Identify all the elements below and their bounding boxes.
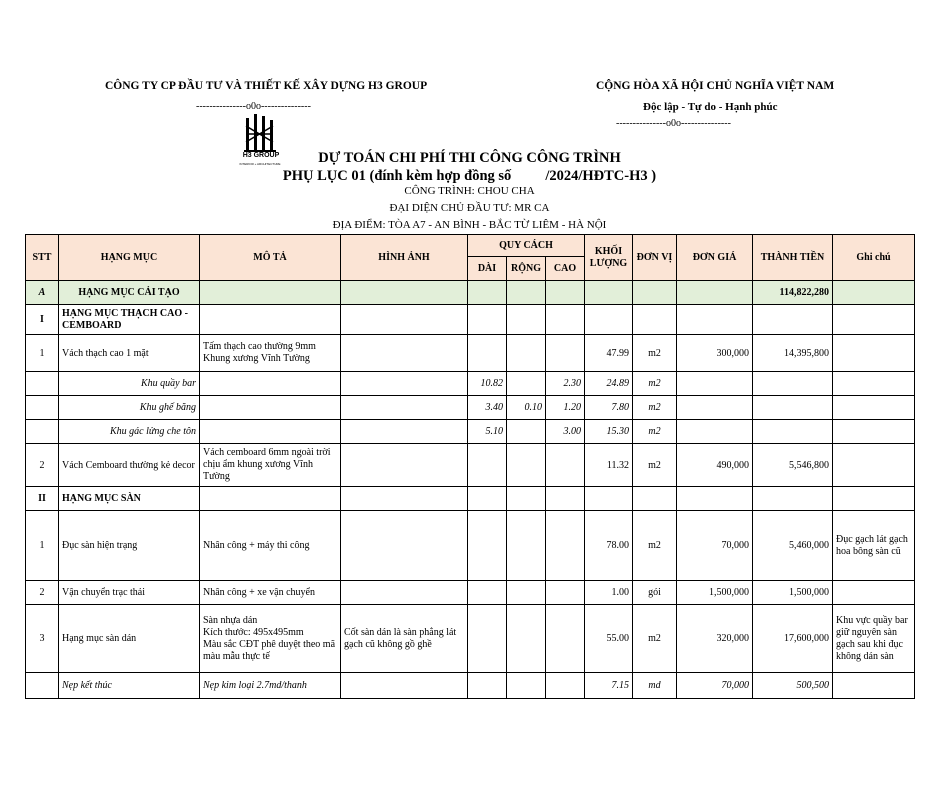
cell-stt: 1 [26, 511, 59, 581]
header-dai: DÀI [468, 257, 507, 281]
cell-name: Hạng mục sàn dán [59, 605, 200, 673]
group-row [26, 487, 915, 511]
cell-stt: 2 [26, 581, 59, 605]
cell-desc: Nẹp kim loại 2.7md/thanh [200, 673, 341, 699]
cell-tt: 1,500,000 [753, 581, 833, 605]
cell-stt: A [26, 281, 59, 305]
cell-dv: md [633, 673, 677, 699]
cell-kl: 78.00 [585, 511, 633, 581]
cell-dv: gói [633, 581, 677, 605]
sub-row [26, 420, 915, 444]
header-hinh-anh: HÌNH ẢNH [341, 235, 468, 281]
sub-row [26, 372, 915, 396]
cell-name: Vách Cemboard thường kẻ decor [59, 444, 200, 487]
header-cao: CAO [546, 257, 585, 281]
document-title: DỰ TOÁN CHI PHÍ THI CÔNG CÔNG TRÌNH [318, 150, 621, 166]
desc-line: Vách cemboard 6mm ngoài trời [203, 447, 331, 458]
cell-tt: 500,500 [753, 673, 833, 699]
investor-name: ĐẠI DIỆN CHỦ ĐẦU TƯ: MR CA [389, 202, 550, 214]
cell-name: Vận chuyển trạc thải [59, 581, 200, 605]
cell-dai: 3.40 [468, 396, 507, 420]
cell-name: Khu quầy bar [59, 372, 200, 396]
cell-tt: 17,600,000 [753, 605, 833, 673]
table-row [26, 335, 915, 372]
cell-kl: 24.89 [585, 372, 633, 396]
header-rong: RỘNG [507, 257, 546, 281]
cell-desc [200, 335, 341, 372]
cost-estimate-table [25, 234, 915, 699]
cell-rong: 0.10 [507, 396, 546, 420]
cell-kl: 7.15 [585, 673, 633, 699]
cell-name: HẠNG MỤC CẢI TẠO [59, 281, 200, 305]
section-row [26, 281, 915, 305]
cell-name: Đục sàn hiện trạng [59, 511, 200, 581]
cell-kl: 15.30 [585, 420, 633, 444]
nation-separator: ---------------o0o--------------- [616, 118, 731, 129]
desc-line: Tấm thạch cao thường 9mm [203, 341, 316, 352]
cell-name: HẠNG MỤC SÀN [59, 487, 200, 511]
header-thanh-tien: THÀNH TIỀN [753, 235, 833, 281]
header-quy-cach: QUY CÁCH [468, 235, 585, 257]
cell-dv: m2 [633, 372, 677, 396]
cell-kl: 1.00 [585, 581, 633, 605]
cell-tt: 5,460,000 [753, 511, 833, 581]
cell-dg: 300,000 [677, 335, 753, 372]
cell-kl: 47.99 [585, 335, 633, 372]
table-row [26, 511, 915, 581]
motto: Độc lập - Tự do - Hạnh phúc [643, 101, 778, 113]
cell-total: 114,822,280 [753, 281, 833, 305]
cell-tt: 5,546,800 [753, 444, 833, 487]
table-row [26, 605, 915, 673]
group-row [26, 305, 915, 335]
project-location: ĐỊA ĐIỂM: TÒA A7 - AN BÌNH - BẮC TỪ LIÊM - HÀ NỘI [332, 219, 607, 231]
cell-name: Nẹp kết thúc [59, 673, 200, 699]
cell-dv: m2 [633, 396, 677, 420]
cell-dv: m2 [633, 335, 677, 372]
header-don-vi: ĐƠN VỊ [633, 235, 677, 281]
header-hang-muc: HẠNG MỤC [59, 235, 200, 281]
cell-desc [200, 605, 341, 673]
appendix-title-part1: PHỤ LỤC 01 (đính kèm hợp đồng số [282, 168, 512, 184]
cell-note: Khu vực quầy bar giữ nguyên sàn gạch sau khi đục không dán sàn [833, 605, 915, 673]
cell-cao: 1.20 [546, 396, 585, 420]
cell-tt: 14,395,800 [753, 335, 833, 372]
cell-dv: m2 [633, 444, 677, 487]
cell-kl: 7.80 [585, 396, 633, 420]
cell-kl: 11.32 [585, 444, 633, 487]
header-khoi-luong: KHỐI LƯỢNG [585, 235, 633, 281]
header-don-gia: ĐƠN GIÁ [677, 235, 753, 281]
cell-dv: m2 [633, 605, 677, 673]
cell-dai: 10.82 [468, 372, 507, 396]
cell-dv: m2 [633, 511, 677, 581]
cell-name: Khu ghế băng [59, 396, 200, 420]
cell-desc: Nhân công + xe vận chuyển [200, 581, 341, 605]
appendix-title [0, 168, 939, 185]
company-name: CÔNG TY CP ĐẦU TƯ VÀ THIẾT KẾ XÂY DỰNG H3 GROUP [105, 80, 428, 92]
appendix-title-part2: /2024/HĐTC-H3 ) [545, 168, 657, 184]
cell-kl: 55.00 [585, 605, 633, 673]
table-row [26, 444, 915, 487]
project-name: CÔNG TRÌNH: CHOU CHA [404, 185, 535, 197]
table-row [26, 581, 915, 605]
cell-dai: 5.10 [468, 420, 507, 444]
header-stt: STT [26, 235, 59, 281]
company-separator: ---------------o0o--------------- [196, 101, 311, 112]
cell-dg: 320,000 [677, 605, 753, 673]
cell-stt: I [26, 305, 59, 335]
cell-desc: Nhân công + máy thi công [200, 511, 341, 581]
sub-row [26, 396, 915, 420]
nation-title: CỘNG HÒA XÃ HỘI CHỦ NGHĨA VIỆT NAM [596, 80, 835, 92]
header-mo-ta: MÔ TẢ [200, 235, 341, 281]
cell-dg: 70,000 [677, 511, 753, 581]
table-row [26, 673, 915, 699]
logo-text: H3 GROUP [242, 152, 280, 159]
cell-stt: 1 [26, 335, 59, 372]
desc-line: Khung xương Vĩnh Tường [203, 353, 310, 364]
cell-note: Đục gạch lát gạch hoa bông sàn cũ [833, 511, 915, 581]
desc-line: Sàn nhựa dán [203, 614, 258, 626]
desc-line: Kích thước: 495x495mm [203, 626, 304, 638]
cell-name: Vách thạch cao 1 mặt [59, 335, 200, 372]
cell-stt: 3 [26, 605, 59, 673]
cell-dg: 70,000 [677, 673, 753, 699]
logo-subtext: INTERIOR + ARCHITECTURE [239, 162, 281, 166]
cell-dg: 490,000 [677, 444, 753, 487]
header-ghi-chu: Ghi chú [833, 235, 915, 281]
cell-stt: II [26, 487, 59, 511]
cell-stt: 2 [26, 444, 59, 487]
cell-name: Khu gác lửng che tôn [59, 420, 200, 444]
cell-cao: 2.30 [546, 372, 585, 396]
desc-line: Màu sắc CĐT phê duyệt theo mã màu mẫu thực tế [203, 638, 336, 662]
cell-dv: m2 [633, 420, 677, 444]
cell-name: HẠNG MỤC THẠCH CAO - CEMBOARD [59, 305, 200, 335]
desc-line: chịu ẩm khung xương Vĩnh Tường [203, 459, 313, 482]
cell-cao: 3.00 [546, 420, 585, 444]
cell-desc [200, 444, 341, 487]
cell-dg: 1,500,000 [677, 581, 753, 605]
cell-img-note: Cốt sàn dán là sàn phẳng lát gạch cũ không gồ ghề [341, 605, 468, 673]
